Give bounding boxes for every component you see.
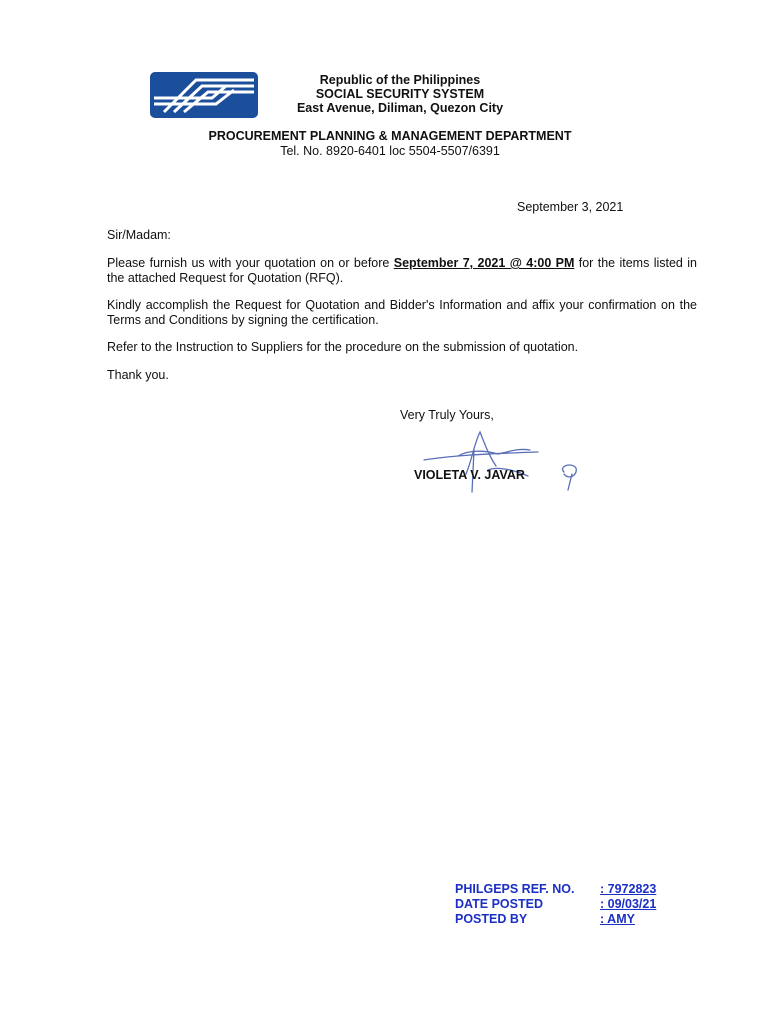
department-name: PROCUREMENT PLANNING & MANAGEMENT DEPARTMENT [208,129,572,143]
signatory-name: VIOLETA V. JAVAR [414,468,525,482]
header-address: East Avenue, Diliman, Quezon City [296,101,504,115]
paragraph-instructions: Kindly accomplish the Request for Quotation and Bidder's Information and affix your confirmation on the Terms and Conditions by signing the certification. [107,298,697,327]
signature-icon [418,430,588,494]
sss-logo-icon [150,72,258,118]
deadline-intro: Please furnish us with your quotation on or before [107,256,394,270]
closing: Very Truly Yours, [400,408,494,422]
posted-by-value: : AMY [600,912,635,926]
salutation: Sir/Madam: [107,228,171,242]
date-posted-row [455,896,656,912]
header-agency: SOCIAL SECURITY SYSTEM [315,87,485,101]
date-posted-value: : 09/03/21 [600,897,657,911]
posted-by-row [455,911,635,927]
philgeps-ref-row [455,881,656,897]
deadline-rest: for the items listed in the attached Request for Quotation (RFQ). [107,256,697,285]
department-tel: Tel. No. 8920-6401 loc 5504-5507/6391 [280,144,500,158]
deadline-date: September 7, 2021 @ 4:00 PM [393,256,575,270]
paragraph-deadline [107,256,697,286]
header-republic: Republic of the Philippines [319,73,481,87]
posted-by-label: POSTED BY [455,912,528,926]
letter-date: September 3, 2021 [517,200,624,214]
paragraph-thanks: Thank you. [107,368,169,382]
date-posted-label: DATE POSTED [455,897,543,911]
philgeps-ref-label: PHILGEPS REF. NO. [455,882,575,896]
paragraph-refer: Refer to the Instruction to Suppliers for the procedure on the submission of quotation. [107,340,579,354]
philgeps-ref-value: : 7972823 [600,882,657,896]
